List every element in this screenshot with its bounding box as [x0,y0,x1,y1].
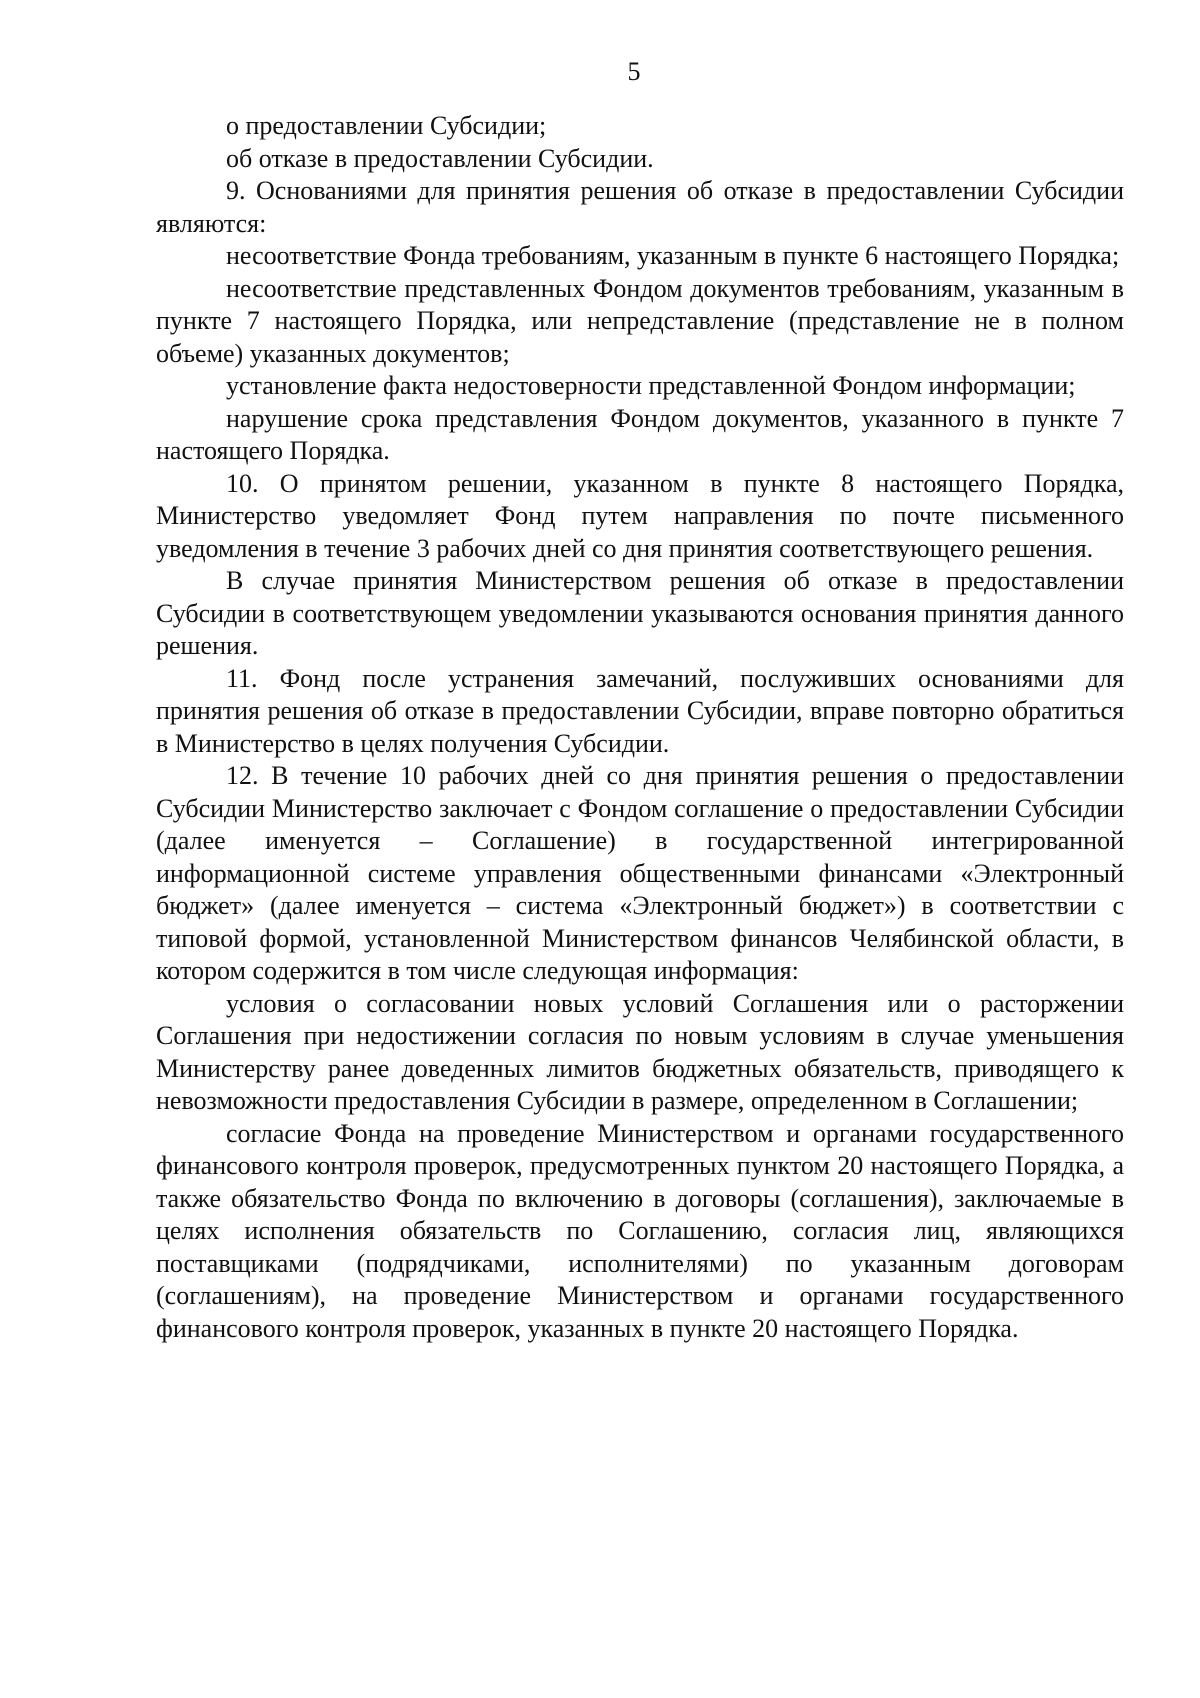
paragraph: 12. В течение 10 рабочих дней со дня принятия решения о предоставлении Субсидии Министерство заключает с Фондом соглашение о предоставлении Субсидии (далее именуется – Соглашение) в государственной интегрированной информационной системе управления общественными финансами «Электронный бюджет» (далее именуется – система «Электронный бюджет») в соответствии с типовой формой, установленной Министерством финансов Челябинской области, в котором содержится в том числе следующая информация: [156,761,1124,985]
paragraph: несоответствие Фонда требованиям, указанным в пункте 6 настоящего Порядка; [226,241,1120,270]
paragraph: нарушение срока представления Фондом документов, указанного в пункте 7 настоящего Порядка. [156,403,1124,465]
paragraph: В случае принятия Министерством решения об отказе в предоставлении Субсидии в соответствующем уведомлении указываются основания принятия данного решения. [156,566,1124,660]
paragraph: установление факта недостоверности представленной Фондом информации; [226,371,1076,400]
paragraph: о предоставлении Субсидии; [226,111,547,140]
paragraph: условия о согласовании новых условий Соглашения или о расторжении Соглашения при недостижении согласия по новым условиям в случае уменьшения Министерству ранее доведенных лимитов бюджетных обязательств, приводящего к невозможности предоставления Субсидии в размере, определенном в Соглашении; [156,988,1124,1115]
paragraph: 10. О принятом решении, указанном в пункте 8 настоящего Порядка, Министерство уведомляет Фонд путем направления по почте письменного уведомления в течение 3 рабочих дней со дня принятия соответствующего решения. [156,468,1124,563]
paragraph: согласие Фонда на проведение Министерством и органами государственного финансового контроля проверок, предусмотренных пунктом 20 настоящего Порядка, а также обязательство Фонда по включению в договоры (соглашения), заключаемые в целях исполнения обязательств по Соглашению, согласия лиц, являющихся поставщиками (подрядчиками, исполнителями) по указанным договорам (соглашениям), на проведение Министерством и органами государственного финансового контроля проверок, указанных в пункте 20 настоящего Порядка. [156,1118,1124,1343]
paragraph: 9. Основаниями для принятия решения об отказе в предоставлении Субсидии являются: [156,176,1124,238]
page-number: 5 [627,57,641,86]
paragraph: несоответствие представленных Фондом документов требованиям, указанным в пункте 7 настоящего Порядка, или непредставление (представление не в полном объеме) указанных документов; [156,273,1124,368]
paragraph: 11. Фонд после устранения замечаний, послуживших основаниями для принятия решения об отказе в предоставлении Субсидии, вправе повторно обратиться в Министерство в целях получения Субсидии. [156,663,1124,758]
document-body [156,110,1124,1345]
paragraph: об отказе в предоставлении Субсидии. [226,143,654,173]
